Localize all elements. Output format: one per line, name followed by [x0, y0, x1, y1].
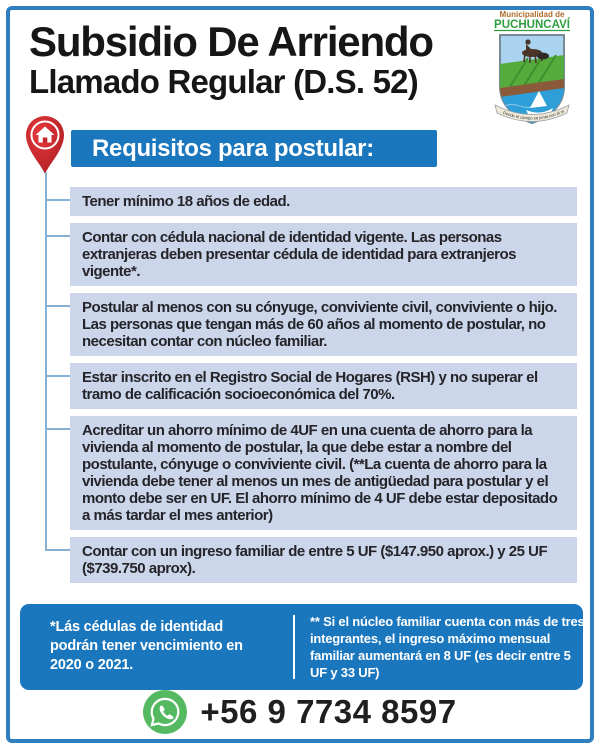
connector-line — [45, 549, 70, 551]
logo-org-name: PUCHUNCAVÍ — [494, 17, 574, 31]
house-door — [43, 138, 48, 143]
requirement-text: Acreditar un ahorro mínimo de 4UF en una cuenta de ahorro para la vivienda al momento de postular, la que debe estar a nombre del postulante, cónyuge o conviviente civil. (**La cuenta de ahorro para la vivienda debe tener al menos un mes de antigüedad para postular y el monto debe ser en UF. El ahorro mínimo de 4 UF debe estar depositado a más tardar el mes anterior) — [82, 422, 558, 524]
shield-rider — [525, 39, 530, 44]
section-header-label: Requisitos para postular: — [92, 135, 374, 162]
page-title — [29, 20, 433, 100]
requirement-item — [70, 537, 577, 583]
footnote-right: ** Si el núcleo familiar cuenta con más de tres integrantes, el ingreso máximo mensual familiar aumentará en 8 UF (es decir entre 5 UF y 33 UF) — [310, 614, 585, 680]
footnotes-box — [20, 604, 583, 690]
requirement-text: Contar con un ingreso familiar de entre 5 UF ($147.950 aprox.) y 25 UF ($739.750 aprox). — [82, 543, 548, 577]
footnote-left: *Lás cédulas de identidad podrán tener vencimiento en 2020 o 2021. — [50, 619, 243, 673]
whatsapp-icon — [143, 690, 187, 734]
requirement-item — [70, 223, 577, 286]
requirement-text: Tener mínimo 18 años de edad. — [82, 193, 290, 210]
connector-line — [45, 235, 70, 237]
connector-line — [45, 375, 70, 377]
requirements-list — [70, 187, 577, 590]
connector-line — [45, 305, 70, 307]
logo-org-small-text: Municipalidad de — [499, 10, 565, 19]
requirement-item — [70, 293, 577, 356]
logo-motto-text: Donde el campo se junta con el mar — [480, 30, 565, 121]
connector-line — [45, 199, 70, 201]
footnote-divider — [293, 615, 295, 679]
shield-emblem — [481, 30, 569, 126]
requirement-item — [70, 363, 577, 409]
shield-cattle — [537, 53, 549, 60]
title-line-1: Subsidio De Arriendo — [29, 18, 433, 65]
connector-line — [45, 428, 70, 430]
requirement-text: Estar inscrito en el Registro Social de Hogares (RSH) y no superar el tramo de calificación socioeconómica del 70%. — [82, 369, 538, 403]
requirement-text: Postular al menos con su cónyuge, conviviente civil, conviviente o hijo. Las personas que tengan más de 60 años al momento de postular, no necesitan contar con núcleo familiar. — [82, 299, 557, 350]
requirement-item — [70, 416, 577, 530]
title-line-2: Llamado Regular (D.S. 52) — [29, 63, 418, 100]
requirement-text: Contar con cédula nacional de identidad vigente. Las personas extranjeras deben presentar cédula de identidad para extranjeros vigente*. — [82, 229, 517, 280]
phone-number: +56 9 7734 8597 — [200, 693, 457, 730]
requirement-item — [70, 187, 577, 216]
house-pin-icon — [22, 114, 68, 176]
section-header-bar — [71, 130, 437, 167]
contact-row — [0, 690, 600, 734]
municipality-logo — [480, 8, 584, 126]
connector-trunk-line — [45, 172, 47, 549]
